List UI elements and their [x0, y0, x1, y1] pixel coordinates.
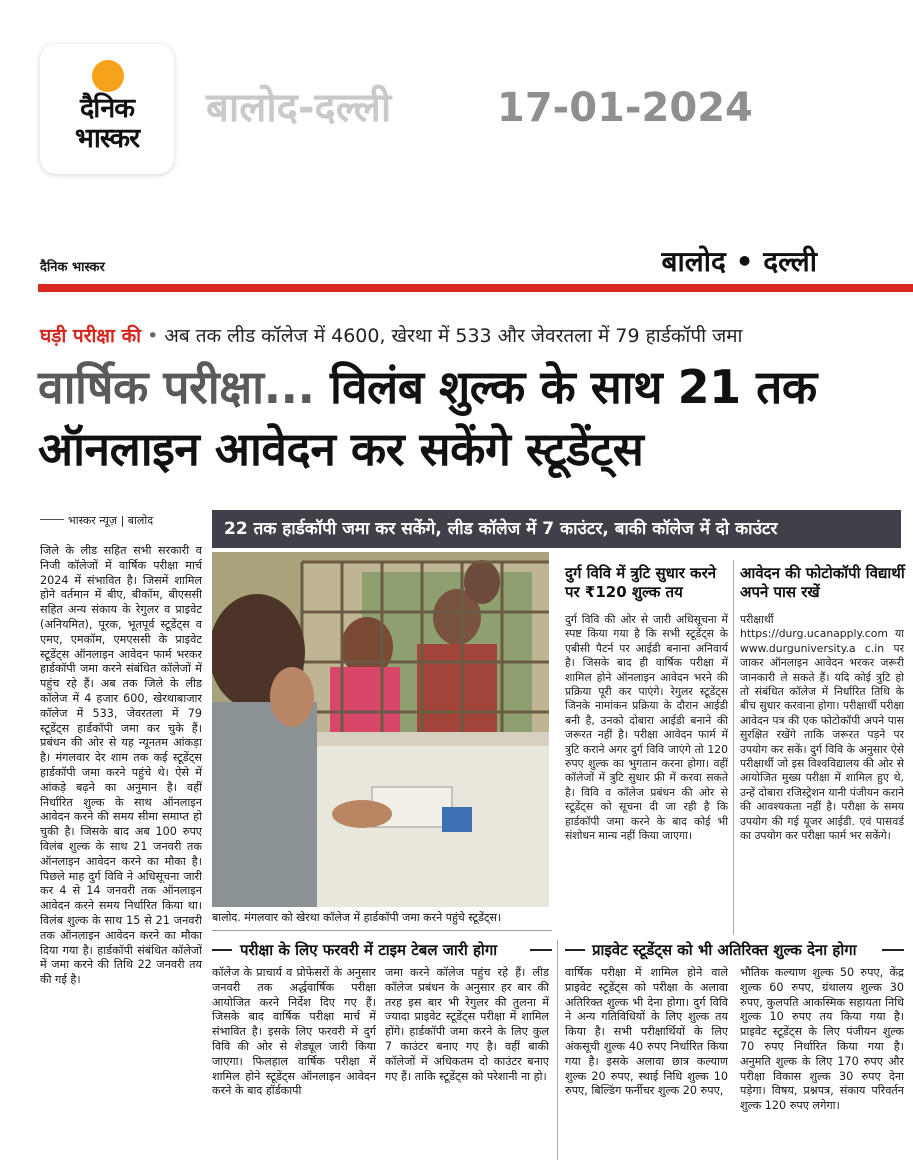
- section2-heading: प्राइवेट स्टूडेंट्स को भी अतिरिक्त शुल्क देना होगा: [592, 941, 857, 959]
- edition-name: बालोद-दल्ली: [206, 85, 392, 131]
- dainik-bhaskar-logo: [40, 44, 174, 174]
- masthead-edition: बालोद • दल्ली: [661, 245, 817, 278]
- section2-rule-right: [882, 949, 904, 951]
- section1-rule-right: [530, 949, 552, 951]
- section1-rule-left: [212, 949, 232, 951]
- sidebar1-heading: दुर्ग विवि में त्रुटि सुधार करने पर ₹120 शुल्क तय: [565, 564, 717, 601]
- kicker-text: अब तक लीड कॉलेज में 4600, खेरथा में 533 और जेवरतला में 79 हार्डकॉपी जमा: [164, 325, 743, 347]
- headline: [38, 356, 908, 480]
- news-photo: [212, 552, 549, 907]
- kicker-dot: •: [147, 325, 159, 347]
- section2-rule-left: [565, 949, 585, 951]
- sidebar2-body: परीक्षार्थी https://durg.ucanapply.com या www.durguniversity.a c.in पर जाकर ऑनलाइन आवेदन भरकर जरूरी जानकारी ले सकते हैं। यदि कोई त्रुटि हो तो संबंधित कॉलेज में निर्धारित तिथि के बीच सुधार करवाना होगा। परीक्षार्थी परीक्षा आवेदन पत्र की एक फोटोकॉपी अपने पास सुरक्षित रखेंगे ताकि जरूरत पड़ने पर उपयोग कर सकें। दुर्ग विवि के अनुसार ऐसे परीक्षार्थी जो इस विश्वविद्यालय की ओर से आयोजित मुख्य परीक्षा में शामिल हुए थे, उन्हें दोबारा रजिस्ट्रेशन यानी पंजीयन कराने की आवश्यकता नहीं है। परीक्षा के समय उपयोग की गई यूजर आईडी. एवं पासवर्ड का उपयोग कर परीक्षा फार्म भर सकेंगे।: [740, 613, 904, 843]
- article-body-col1: जिले के लीड सहित सभी सरकारी व निजी कॉलेजों में वार्षिक परीक्षा मार्च 2024 में संभावित है। जिसमें शामिल होने वर्तमान में बीए, बीकॉम, बीएससी सहित अन्य संकाय के रेगुलर व प्राइवेट (अनियमित), पूरक, भूतपूर्व स्टूडेंट्स व एमए, एमकॉम, एमएससी के प्राइवेट स्टूडेंट्स ऑनलाइन आवेदन फार्म भरकर हार्डकॉपी जमा करने संबंधित कॉलेजों में पहुंच रहे हैं। अब तक जिले के लीड कॉलेज में 4 हजार 600, खेरथाबाजार कॉलेज में 533, जेवरतला में 79 स्टूडेंट्स हार्डकॉपी जमा कर चुके हैं। प्रबंधन की ओर से यह न्यूनतम आंकड़ा है। मंगलवार देर शाम तक कई स्टूडेंट्स हार्डकॉपी जमा करने पहुंचे थे। ऐसे में आंकड़े बढ़ने का अनुमान है। वहीं निर्धारित शुल्क के साथ ऑनलाइन आवेदन करने की समय सीमा समाप्त हो चुकी है। जिसके बाद अब 100 रुपए विलंब शुल्क के साथ 21 जनवरी तक ऑनलाइन आवेदन करने का मौका है। पिछले माह दुर्ग विवि ने अधिसूचना जारी कर 4 से 14 जनवरी तक ऑनलाइन आवेदन करने समय निर्धारित किया था। विलंब शुल्क के साथ 15 से 21 जनवरी तक ऑनलाइन आवेदन करने का मौका दिया गया है। हार्डकॉपी संबंधित कॉलेजों में जमा करने की तिथि 22 जनवरी तय की गई है।: [40, 544, 202, 987]
- publication-date: 17-01-2024: [497, 85, 753, 131]
- logo-text-line1: दैनिक: [79, 93, 135, 124]
- kicker-label: घड़ी परीक्षा की: [40, 325, 142, 347]
- masthead-brand: दैनिक भास्कर: [40, 260, 105, 275]
- subheadline-bar: 22 तक हार्डकॉपी जमा कर सकेंगे, लीड कॉलेज में 7 काउंटर, बाकी कॉलेज में दो काउंटर: [212, 510, 901, 548]
- sidebar2-heading: आवेदन की फोटोकॉपी विद्यार्थी अपने पास रखें: [740, 564, 905, 601]
- section2-body-a: वार्षिक परीक्षा में शामिल होने वाले प्राइवेट स्टूडेंट्स को परीक्षा के अलावा अतिरिक्त शुल्क भी देना होगा। दुर्ग विवि ने अन्य गतिविधियों के लिए शुल्क तय किया है। सभी परीक्षार्थियों के लिए अंकसूची शुल्क 40 रुपए निर्धारित किया गया है। इसके अलावा छात्र कल्याण शुल्क 20 रुपए, स्थाई निधि शुल्क 10 रुपए, बिल्डिंग फर्नीचर शुल्क 20 रुपए,: [565, 966, 728, 1098]
- sidebar1-body: दुर्ग विवि की ओर से जारी अधिसूचना में स्पष्ट किया गया है कि सभी स्टूडेंट्स के एबीसी पैटर्न पर आईडी बनाना अनिवार्य है। जिसके बाद ही वार्षिक परीक्षा में शामिल होने ऑनलाइन आवेदन भरने की प्रक्रिया पूरी कर पाएंगे। रेगुलर स्टूडेंट्स जिनके नामांकन प्रक्रिया के दौरान आईडी बनी है, उनको दोबारा आईडी बनाने की जरूरत नहीं है। परीक्षा आवेदन फार्म में त्रुटि कराने अगर दुर्ग विवि जाएंगे तो 120 रुपए शुल्क का भुगतान करना होगा। वहीं कॉलेजों में त्रुटि सुधार फ्री में करवा सकते है। विवि व कॉलेज प्रबंधन की ओर से स्टूडेंट्स को सूचना दी जा रही है कि हार्डकॉपी जमा करने के बाद कोई भी संशोधन मान्य नहीं किया जाएगा।: [565, 613, 728, 843]
- section-divider: [557, 940, 558, 1160]
- section1-heading: परीक्षा के लिए फरवरी में टाइम टेबल जारी होगा: [240, 941, 498, 959]
- logo-sun-icon: [92, 60, 124, 92]
- section1-body-b: जमा करने कॉलेज पहुंच रहे हैं। लीड कॉलेज प्रबंधन के अनुसार हर बार की तरह इस बार भी रेगुलर की तुलना में ज्यादा प्राइवेट स्टूडेंट्स परीक्षा में शामिल होंगे। हार्डकॉपी जमा करने के लिए कुल 7 काउंटर बनाए गए है। वहीं बाकी कॉलेजों में अधिकतम दो काउंटर बनाए गए हैं। ताकि स्टूडेंट्स को परेशानी ना हो।: [385, 966, 549, 1083]
- section2-body-b: भौतिक कल्याण शुल्क 50 रुपए, केंद्र शुल्क 60 रुपए, ग्रंथालय शुल्क 30 रुपए, कुलपति आकस्मिक सहायता निधि शुल्क 10 रुपए तय किया गया है। प्राइवेट स्टूडेंट्स के लिए पंजीयन शुल्क 70 रुपए निर्धारित किया गया है। अनुमति शुल्क के लिए 170 रुपए और परीक्षा विकास शुल्क 30 रुपए देना पड़ेगा। विषय, प्रश्नपत्र, संकाय परिवर्तन शुल्क 120 रुपए लगेगा।: [740, 966, 904, 1113]
- masthead-red-rule: [38, 284, 913, 292]
- news-photo-illustration: [212, 552, 549, 907]
- section1-body-a: कॉलेज के प्राचार्य व प्रोफेसरों के अनुसार जनवरी तक अर्द्धवार्षिक परीक्षा आयोजित करने निर्देश दिए गए हैं। जिसके बाद वार्षिक परीक्षा मार्च में संभावित है। इसके लिए फरवरी में दुर्ग विवि की ओर से शेड्यूल जारी किया जाएगा। फिलहाल वार्षिक परीक्षा में शामिल होने स्टूडेंट्स ऑनलाइन आवेदन करने के बाद हॉर्डकापी: [212, 966, 376, 1098]
- byline-rule: [40, 519, 64, 520]
- photo-caption: बालोद. मंगलवार को खेरथा कॉलेज में हार्डकॉपी जमा करने पहुंचे स्टूडेंट्स।: [212, 911, 502, 924]
- logo-text-line2: भास्कर: [74, 123, 140, 154]
- byline: भास्कर न्यूज़ | बालोद: [68, 514, 154, 527]
- headline-lead: वार्षिक परीक्षा...: [38, 360, 315, 414]
- column-divider: [733, 560, 734, 935]
- headline-main: विलंब शुल्क के साथ 21 तक ऑनलाइन आवेदन कर सकेंगे स्टूडेंट्स: [38, 360, 817, 476]
- caption-rule: [212, 930, 552, 931]
- kicker-line: [40, 322, 742, 348]
